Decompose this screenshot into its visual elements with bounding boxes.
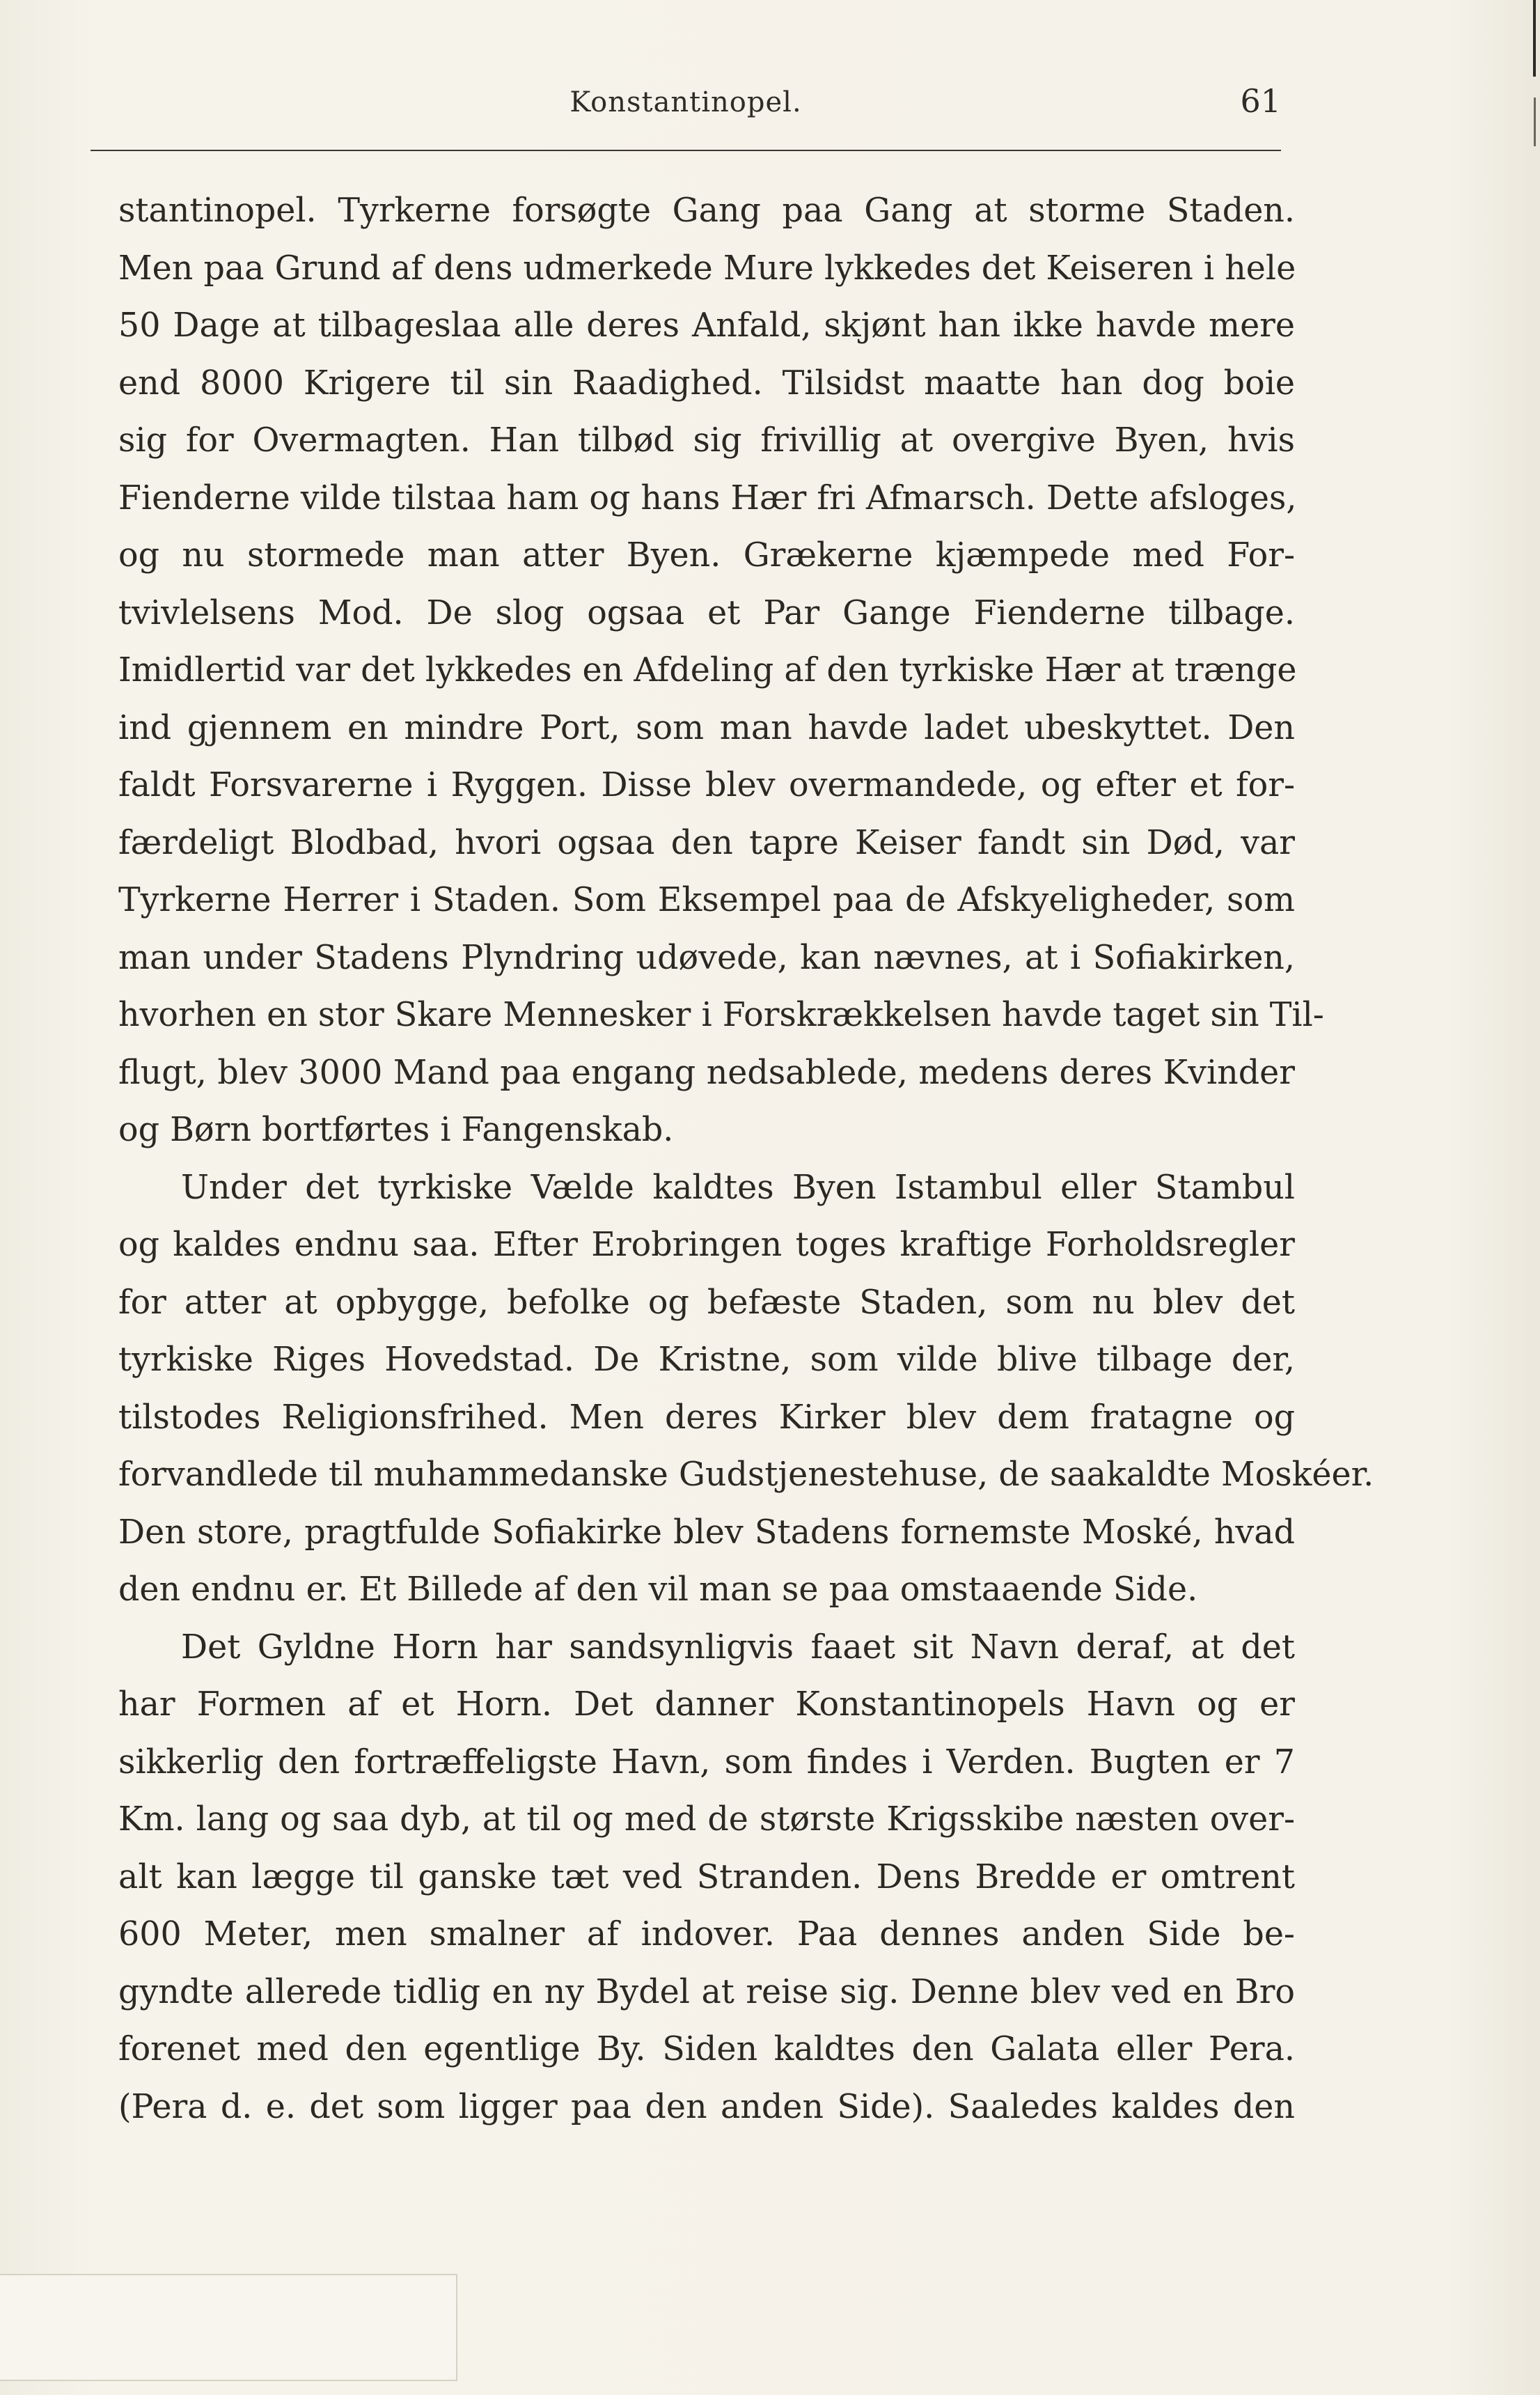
scan-margin-box [0,2274,457,2381]
running-title: Konstantinopel. [569,86,802,118]
text-line: Imidlertid var det lykkedes en Afdeling af den tyrkiske Hær at trænge [118,651,1297,689]
text-line: den endnu er. Et Billede af den vil man se paa omstaaende Side. [118,1570,1198,1609]
text-line: Men paa Grund af dens udmerkede Mure lykkedes det Keiseren i hele [118,249,1296,288]
page-number: 61 [1240,82,1281,120]
text-line: faldt Forsvarerne i Ryggen. Disse blev overmandede, og efter et for- [118,766,1295,804]
text-line: hvorhen en stor Skare Mennesker i Forskrækkelsen havde taget sin Til- [118,996,1324,1034]
text-line: Km. lang og saa dyb, at til og med de største Krigsskibe næsten over- [118,1800,1295,1839]
header-rule [91,150,1281,151]
paragraph [118,182,1324,1160]
page-edge-mark [1533,0,1536,77]
text-line: Under det tyrkiske Vælde kaldtes Byen Istambul eller Stambul [181,1168,1295,1207]
text-line: og kaldes endnu saa. Efter Erobringen toges kraftige Forholdsregler [118,1226,1295,1264]
text-line: forvandlede til muhammedanske Gudstjenestehuse, de saakaldte Moskéer. [118,1456,1374,1494]
text-line: og nu stormede man atter Byen. Grækerne kjæmpede med For- [118,536,1295,575]
text-line: Den store, pragtfulde Sofiakirke blev Stadens fornemste Moské, hvad [118,1513,1295,1552]
text-line: færdeligt Blodbad, hvori ogsaa den tapre Keiser fandt sin Død, var [118,823,1295,862]
text-line: tyrkiske Riges Hovedstad. De Kristne, som vilde blive tilbage der, [118,1341,1295,1379]
text-line: (Pera d. e. det som ligger paa den anden Side). Saaledes kaldes den [118,2087,1295,2126]
text-line: Tyrkerne Herrer i Staden. Som Eksempel paa de Afskyeligheder, som [118,881,1295,919]
text-line: sig for Overmagten. Han tilbød sig frivillig at overgive Byen, hvis [118,421,1295,460]
text-line: flugt, blev 3000 Mand paa engang nedsablede, medens deres Kvinder [118,1053,1295,1092]
text-line: tilstodes Religionsfrihed. Men deres Kirker blev dem fratagne og [118,1398,1295,1437]
text-line: Fienderne vilde tilstaa ham og hans Hær fri Afmarsch. Dette afsloges, [118,478,1297,517]
text-line: man under Stadens Plyndring udøvede, kan nævnes, at i Sofiakirken, [118,938,1295,977]
page-edge-mark [1534,97,1536,146]
text-line: forenet med den egentlige By. Siden kaldtes den Galata eller Pera. [118,2030,1295,2068]
text-line: stantinopel. Tyrkerne forsøgte Gang paa Gang at storme Staden. [118,192,1295,230]
text-line: alt kan lægge til ganske tæt ved Stranden. Dens Bredde er omtrent [118,1857,1295,1896]
text-line: for atter at opbygge, befolke og befæste Staden, som nu blev det [118,1283,1295,1322]
paragraph [118,1619,1295,2137]
text-line: 600 Meter, men smalner af indover. Paa dennes anden Side be- [118,1915,1295,1953]
text-line: gyndte allerede tidlig en ny Bydel at reise sig. Denne blev ved en Bro [118,1972,1295,2011]
text-line: end 8000 Krigere til sin Raadighed. Tilsidst maatte han dog boie [118,364,1295,403]
body-text [118,182,1374,2136]
text-line: Det Gyldne Horn har sandsynligvis faaet sit Navn deraf, at det [181,1628,1295,1667]
text-line: og Børn bortførtes i Fangenskab. [118,1111,674,1149]
page-header [91,78,1281,148]
text-line: ind gjennem en mindre Port, som man havde ladet ubeskyttet. Den [118,708,1295,747]
paragraph [118,1160,1374,1619]
text-line: har Formen af et Horn. Det danner Konstantinopels Havn og er [118,1685,1295,1724]
text-line: 50 Dage at tilbageslaa alle deres Anfald, skjønt han ikke havde mere [118,306,1295,345]
text-line: sikkerlig den fortræffeligste Havn, som findes i Verden. Bugten er 7 [118,1742,1295,1781]
text-line: tvivlelsens Mod. De slog ogsaa et Par Gange Fienderne tilbage. [118,593,1295,632]
